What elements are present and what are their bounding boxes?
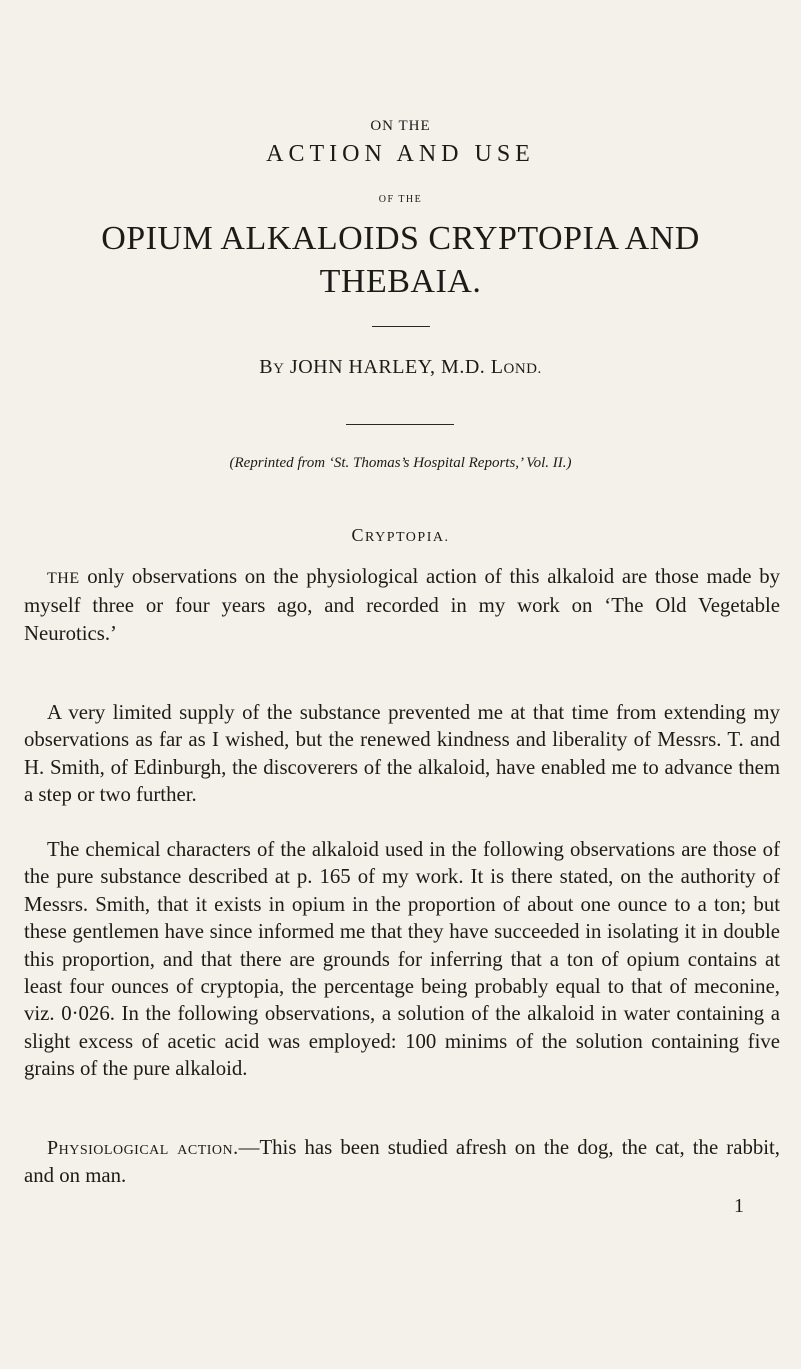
byline-divider (346, 424, 454, 425)
section-initial: C (351, 525, 366, 545)
paragraph-4-text: —This has been studied afresh on the dog, the cat, the rabbit, and on man. (24, 1136, 780, 1188)
page-number: 1 (734, 1195, 744, 1217)
paragraph-2-text: A very limited supply of the substance prevented me at that time from extending my observations as far as I wished, but the renewed kindness and liberality of Messrs. T. and H. Smith, of Edinburgh, the discoverers of the alkaloid, have enabled me to advance them a step or two further. (24, 701, 780, 807)
byline-by-initial: B (259, 356, 274, 378)
header-on-the: ON THE (370, 118, 431, 134)
paragraph-1-lead: THE (47, 570, 80, 587)
paragraph-1-text: only observations on the physiological action of this alkaloid are those made by myself three or four years ago, and recorded in my work on ‘The Old Vegetable Neurotics.’ (24, 565, 780, 645)
paragraph-3-text: The chemical characters of the alkaloid used in the following observations are those of the pure substance described at p. 165 of my work. It is there stated, on the authority of Messrs. Smith, that it exists in opium in the proportion of about one ounce to a ton; but these gentlemen have since informed me that they have succeeded in isolating it in double this proportion, and that there are grounds for inferring that a ton of opium contains at least four ounces of cryptopia, the percentage being probably equal to that of meconine, viz. 0·026. In the following observations, a solution of the alkaloid in water containing a slight excess of acetic acid was employed: 100 minims of the solution containing five grains of the pure alkaloid. (24, 838, 780, 1081)
title-divider (372, 326, 430, 327)
paragraph-4-lead: Physiological action. (47, 1137, 239, 1159)
section-rest: RYPTOPIA. (365, 530, 450, 545)
paragraph-1 (24, 563, 780, 647)
paragraph-2 (24, 699, 780, 809)
title-line-1: OPIUM ALKALOIDS CRYPTOPIA AND (101, 220, 700, 257)
paragraph-4 (24, 1134, 780, 1190)
header-action-and-use: ACTION AND USE (266, 141, 535, 167)
byline-author: JOHN HARLEY, M.D. (284, 356, 491, 378)
author-byline (0, 356, 801, 379)
byline-lond-initial: L (490, 356, 504, 378)
title-line-2: THEBAIA. (319, 263, 482, 300)
reprint-note: (Reprinted from ‘St. Thomas’s Hospital Reports,’ Vol. II.) (229, 455, 572, 471)
section-heading (0, 525, 801, 546)
header-of-the: OF THE (378, 194, 423, 205)
byline-by-rest: Y (273, 361, 285, 377)
byline-lond-rest: OND. (503, 361, 542, 377)
paragraph-3 (24, 836, 780, 1083)
